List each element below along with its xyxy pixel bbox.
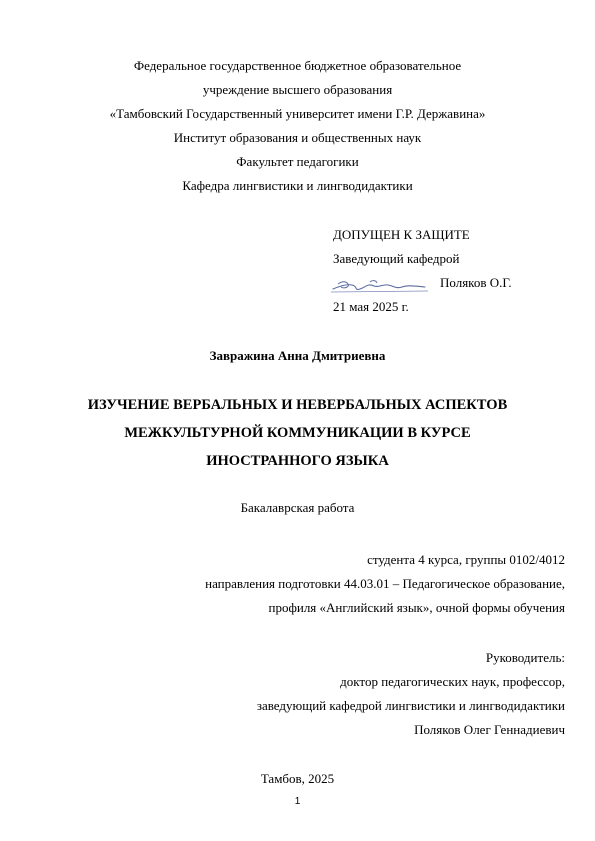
approval-date: 21 мая 2025 г.: [333, 299, 409, 314]
student-info-line-1: студента 4 курса, группы 0102/4012: [367, 552, 565, 567]
author-name: Завражина Анна Дмитриевна: [209, 348, 386, 363]
place-year: Тамбов, 2025: [260, 771, 335, 786]
header-line-5: Факультет педагогики: [236, 154, 359, 169]
header-line-3: «Тамбовский Государственный университет имени Г.Р. Державина»: [109, 106, 486, 121]
header-line-2: учреждение высшего образования: [202, 82, 393, 97]
supervisor-position: заведующий кафедрой лингвистики и лингводидактики: [256, 698, 565, 713]
student-info-line-2: направления подготовки 44.03.01 – Педагогическое образование,: [205, 576, 565, 591]
page-number: 1: [294, 796, 301, 807]
supervisor-degree: доктор педагогических наук, профессор,: [340, 674, 565, 689]
header-line-1: Федеральное государственное бюджетное образовательное: [133, 58, 462, 73]
work-title-line-2: МЕЖКУЛЬТУРНОЙ КОММУНИКАЦИИ В КУРСЕ: [124, 425, 471, 441]
signature-icon: [330, 275, 430, 297]
supervisor-label: Руководитель:: [485, 650, 565, 665]
work-type: Бакалаврская работа: [240, 500, 355, 515]
student-info-line-3: профиля «Английский язык», очной формы обучения: [268, 600, 565, 615]
work-title-line-1: ИЗУЧЕНИЕ ВЕРБАЛЬНЫХ И НЕВЕРБАЛЬНЫХ АСПЕКТОВ: [87, 397, 508, 413]
supervisor-name: Поляков Олег Геннадиевич: [414, 722, 565, 737]
approval-signature-name: Поляков О.Г.: [440, 275, 512, 290]
header-line-6: Кафедра лингвистики и лингводидактики: [182, 178, 413, 193]
work-title-line-3: ИНОСТРАННОГО ЯЗЫКА: [206, 453, 389, 469]
approval-position: Заведующий кафедрой: [333, 251, 460, 266]
header-line-4: Институт образования и общественных наук: [173, 130, 422, 145]
approval-status: ДОПУЩЕН К ЗАЩИТЕ: [333, 227, 470, 242]
